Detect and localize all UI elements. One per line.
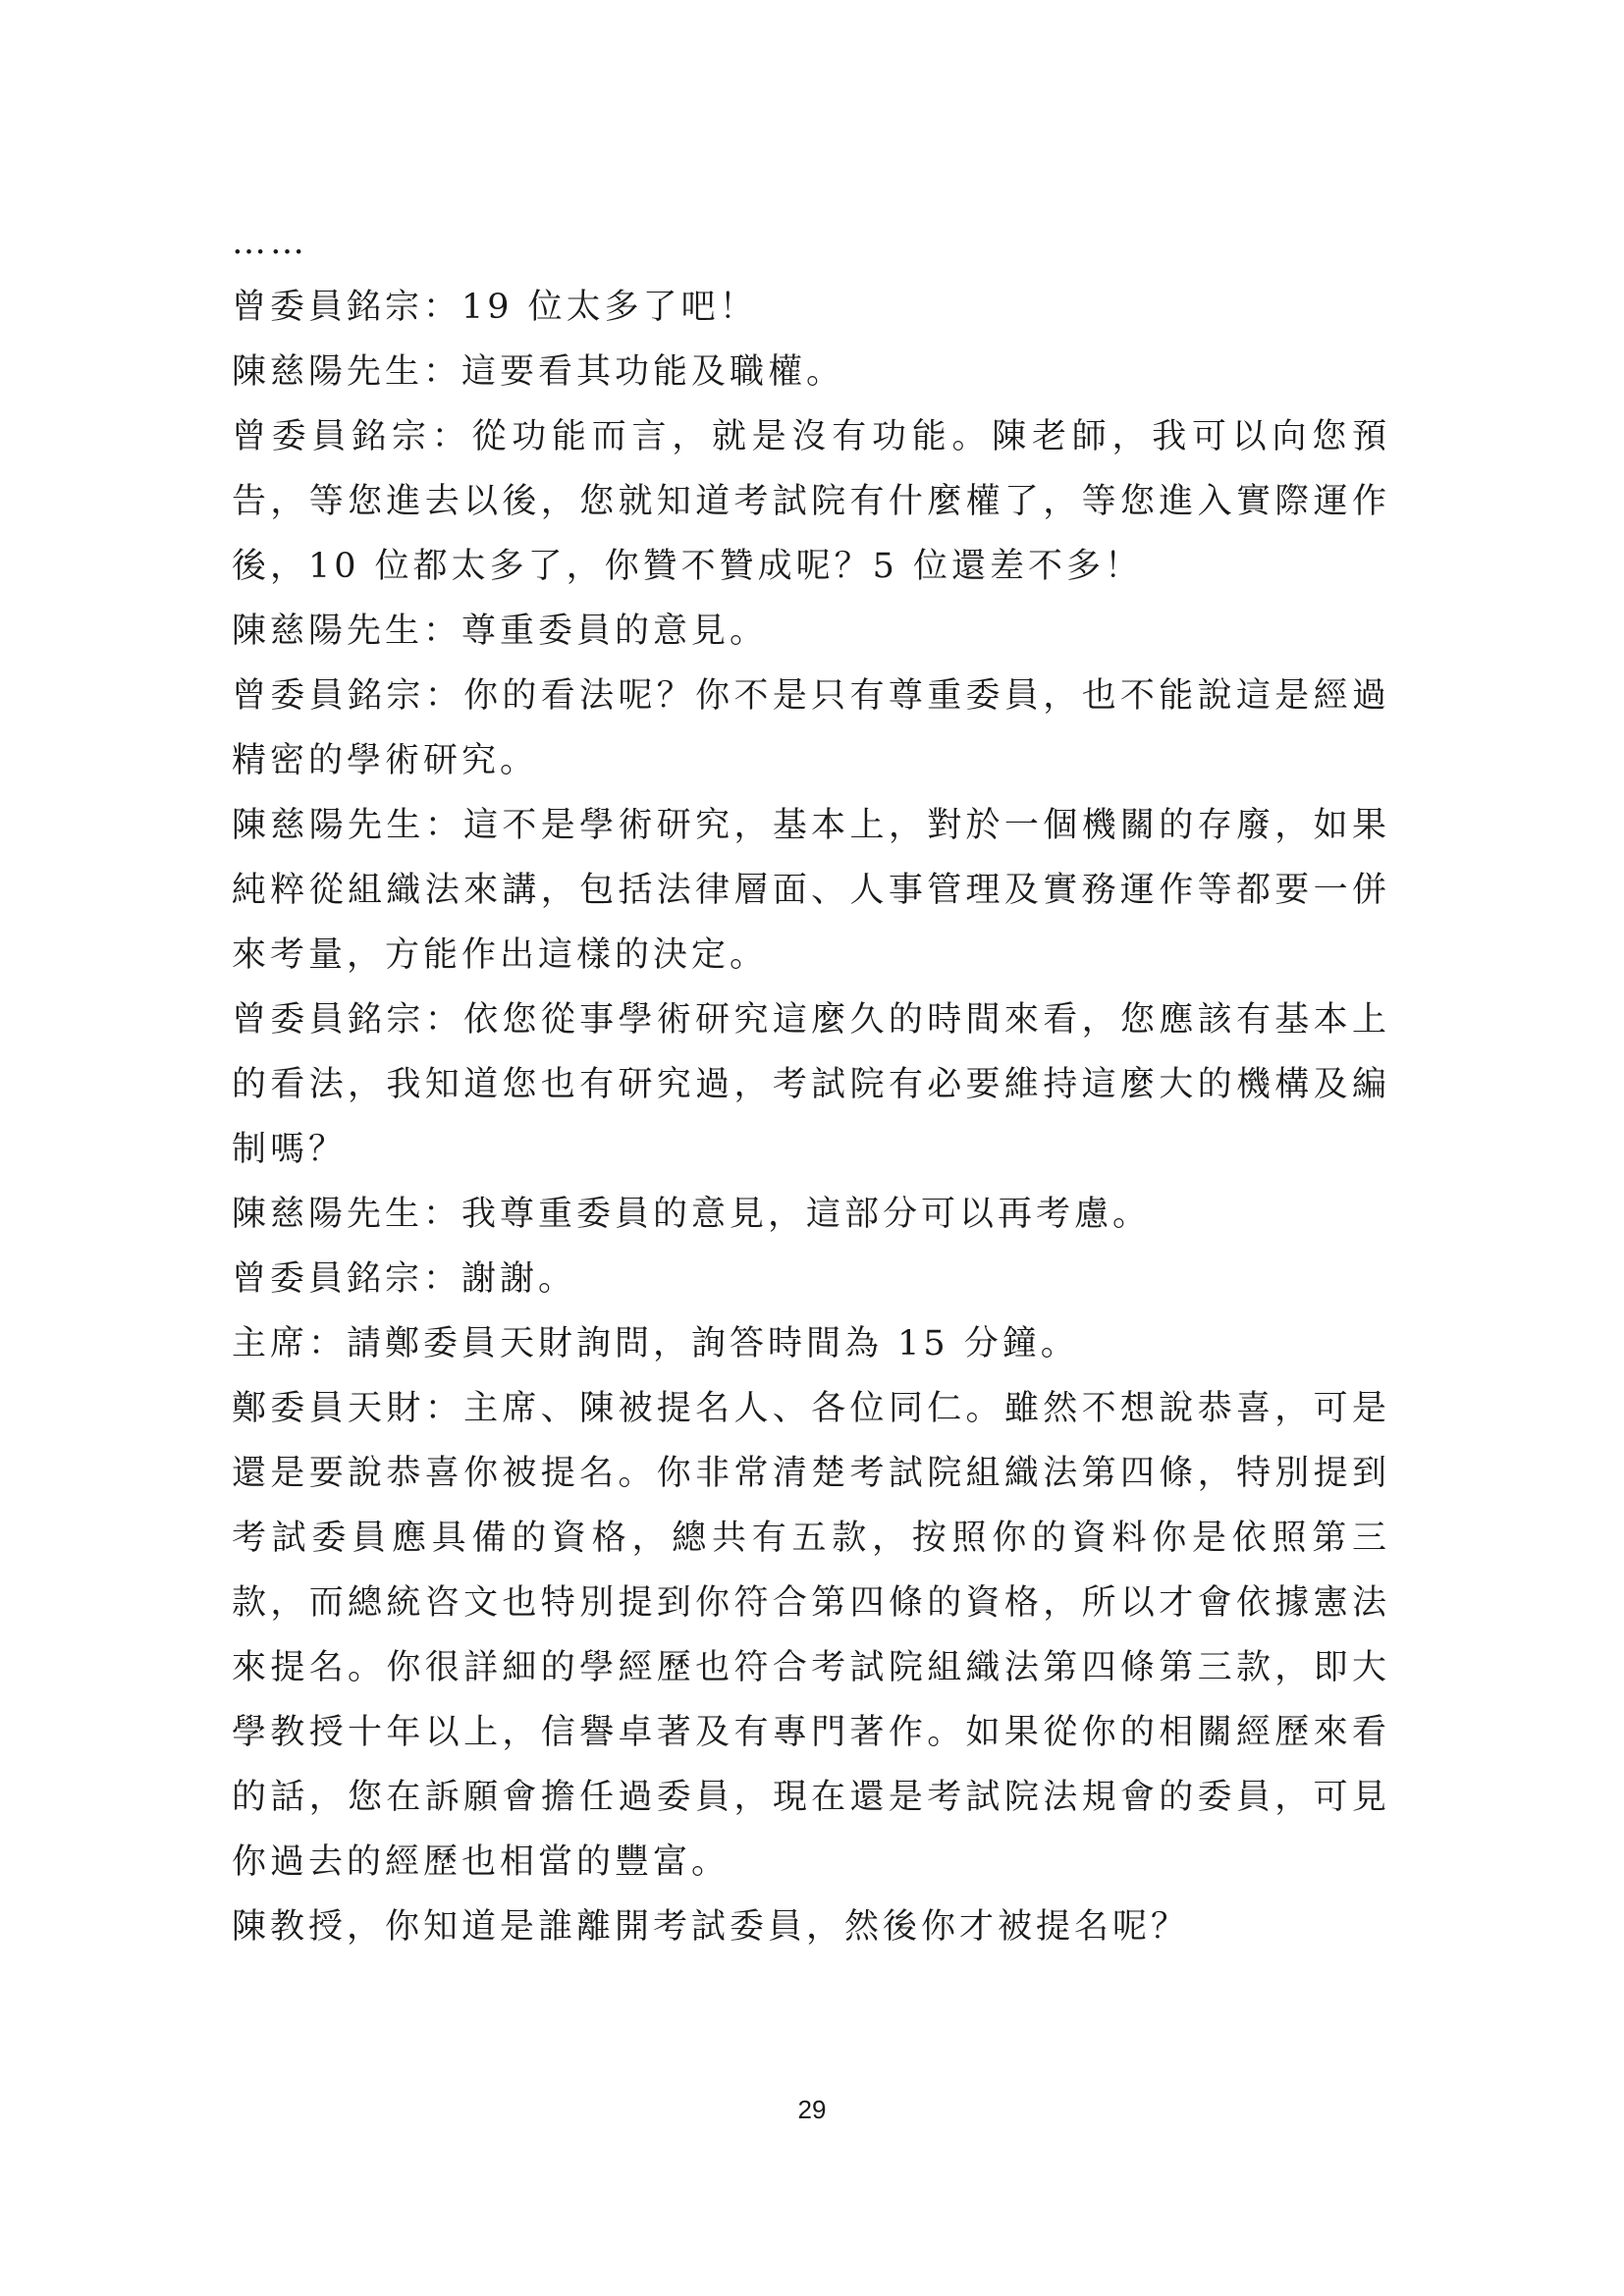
- paragraph: 曾委員銘宗：依您從事學術研究這麼久的時間來看，您應該有基本上的看法，我知道您也有研究過，考試院有必要維持這麼大的機構及編制嗎？: [232, 1000, 1390, 1169]
- paragraph-ellipsis: ……: [232, 223, 308, 262]
- paragraph: 主席：請鄭委員天財詢問，詢答時間為 15 分鐘。: [232, 1324, 1079, 1363]
- paragraph: 陳教授，你知道是誰離開考試委員，然後你才被提名呢？: [232, 1907, 1190, 1947]
- paragraph: 曾委員銘宗：你的看法呢？你不是只有尊重委員，也不能說這是經過精密的學術研究。: [232, 676, 1390, 780]
- paragraph: 陳慈陽先生：尊重委員的意見。: [232, 612, 769, 651]
- paragraph: 陳慈陽先生：這要看其功能及職權。: [232, 352, 845, 392]
- paragraph: 曾委員銘宗：從功能而言，就是沒有功能。陳老師，我可以向您預告，等您進去以後，您就知道考試院有什麼權了，等您進入實際運作後，10 位都太多了，你贊不贊成呢？5 位還差不多！: [232, 417, 1390, 586]
- paragraph: 曾委員銘宗：謝謝。: [232, 1259, 577, 1299]
- paragraph: 曾委員銘宗：19 位太多了吧！: [232, 288, 758, 327]
- paragraph: 鄭委員天財：主席、陳被提名人、各位同仁。雖然不想說恭喜，可是還是要說恭喜你被提名。你非常清楚考試院組織法第四條，特別提到考試委員應具備的資格，總共有五款，按照你的資料你是依照第三款，而總統咨文也特別提到你符合第四條的資格，所以才會依據憲法來提名。你很詳細的學經歷也符合考試院組織法第四條第三款，即大學教授十年以上，信譽卓著及有專門著作。如果從你的相關經歷來看的話，您在訴願會擔任過委員，現在還是考試院法規會的委員，可見你過去的經歷也相當的豐富。: [232, 1389, 1390, 1882]
- page-number: 29: [797, 2095, 827, 2124]
- transcript-body: [232, 210, 1390, 1959]
- paragraph: 陳慈陽先生：這不是學術研究，基本上，對於一個機關的存廢，如果純粹從組織法來講，包括法律層面、人事管理及實務運作等都要一併來考量，方能作出這樣的決定。: [232, 806, 1390, 975]
- paragraph: 陳慈陽先生：我尊重委員的意見，這部分可以再考慮。: [232, 1195, 1152, 1234]
